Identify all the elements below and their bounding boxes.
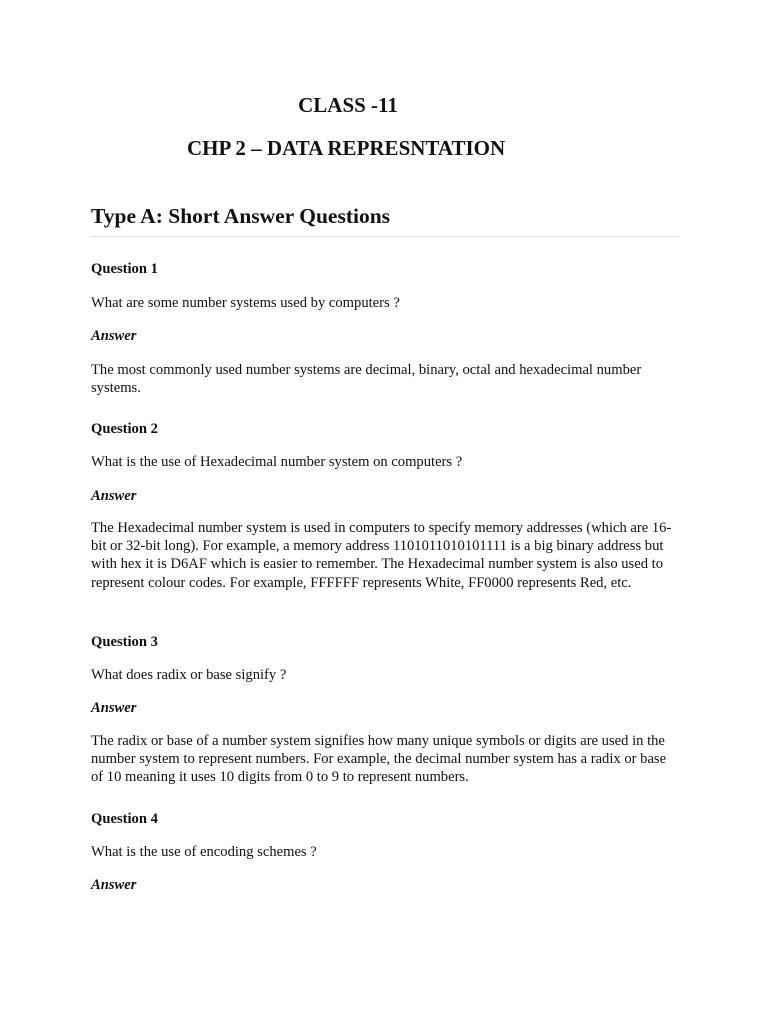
class-title — [0, 93, 768, 118]
section-divider — [91, 236, 679, 237]
question-2-answer: The Hexadecimal number system is used in computers to specify memory addresses (which are 16-bit or 32-bit long). For example, a memory address 1101011010101111 is a big binary address but with hex it is D6AF which is easier to remember. The Hexadecimal number system is also used to represent colour codes. For example, FFFFFF represents White, FF0000 represents Red, etc. — [91, 520, 672, 591]
question-3-text: What does radix or base signify ? — [91, 667, 287, 683]
class-title-text: CLASS -11 — [298, 93, 398, 117]
question-4-answer-label: Answer — [91, 877, 137, 893]
question-2-label: Question 2 — [91, 421, 158, 437]
question-3-answer-label: Answer — [91, 700, 137, 716]
question-1-answer-label: Answer — [91, 328, 137, 344]
question-4-label: Question 4 — [91, 811, 158, 827]
question-4-text: What is the use of encoding schemes ? — [91, 844, 317, 860]
section-heading: Type A: Short Answer Questions — [91, 204, 391, 228]
question-1-answer: The most commonly used number systems are decimal, binary, octal and hexadecimal number systems. — [91, 362, 642, 397]
question-2-answer-label: Answer — [91, 488, 137, 504]
chapter-title: CHP 2 – DATA REPRESNTATION — [187, 136, 506, 160]
question-1-text: What are some number systems used by computers ? — [91, 295, 400, 311]
question-1-label: Question 1 — [91, 261, 158, 277]
question-2-text: What is the use of Hexadecimal number system on computers ? — [91, 454, 463, 470]
question-3-label: Question 3 — [91, 634, 158, 650]
question-3-answer: The radix or base of a number system signifies how many unique symbols or digits are used in the number system to represent numbers. For example, the decimal number system has a radix or base of 10 meaning it uses 10 digits from 0 to 9 to represent numbers. — [91, 733, 667, 786]
